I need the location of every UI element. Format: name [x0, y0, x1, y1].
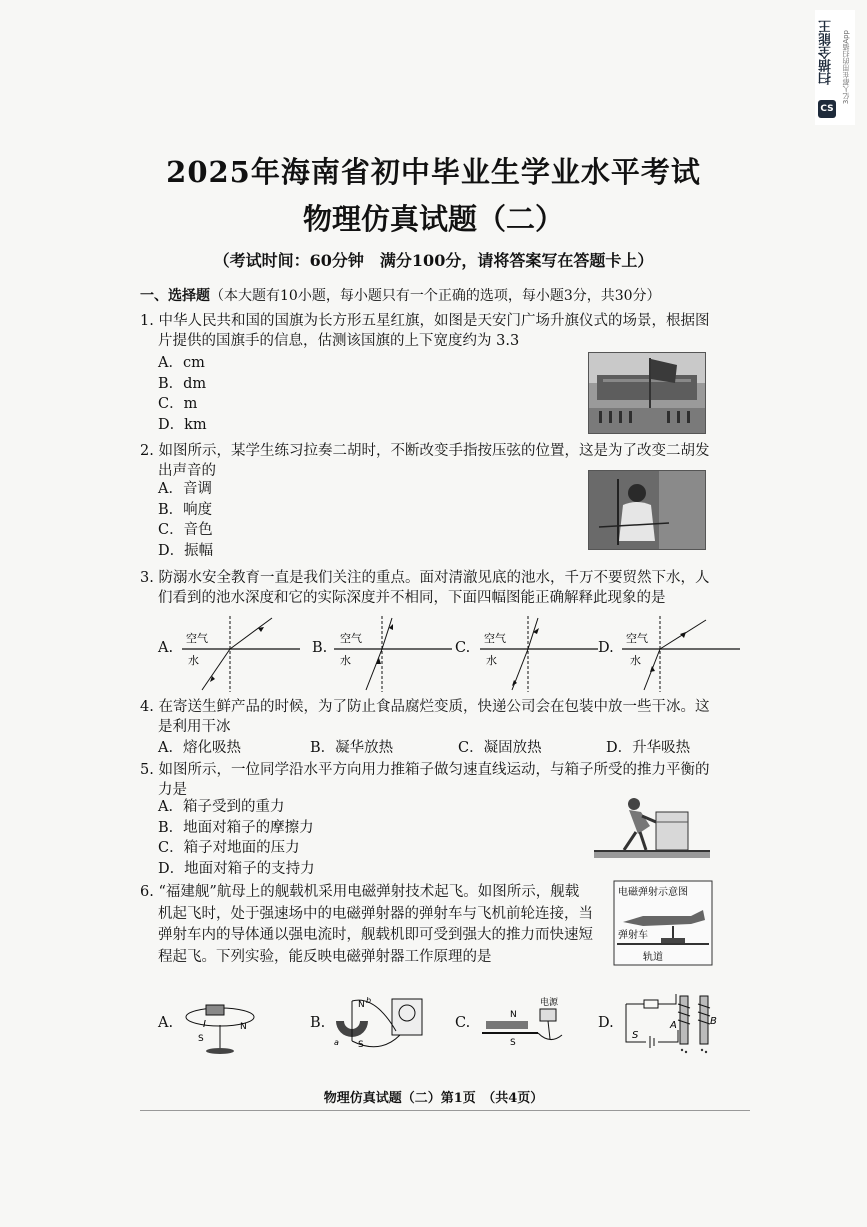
footer-divider — [140, 1110, 750, 1111]
q6d-b-label: B — [710, 1016, 717, 1027]
q6-option-c-label[interactable]: C. — [455, 1015, 471, 1031]
q3d-air-label: 空气 — [626, 632, 648, 645]
q3-option-b-label[interactable]: B. — [312, 640, 328, 656]
q6a-s-label: S — [198, 1034, 204, 1044]
scanner-slogan: 3亿人都在用的扫描App — [842, 30, 850, 105]
q6-option-a-label[interactable]: A. — [158, 1015, 174, 1031]
q2-option-d[interactable]: D．振幅 — [158, 542, 214, 559]
question-2-options — [158, 479, 213, 561]
q3c-air-label: 空气 — [484, 632, 506, 645]
q2-option-b[interactable]: B．响度 — [158, 501, 213, 518]
q3-diagram-d — [620, 614, 742, 694]
section-label: 一、选择题 — [140, 288, 210, 304]
q3a-air-label: 空气 — [186, 632, 208, 645]
em-catapult-figure — [613, 880, 713, 966]
q2-option-a[interactable]: A．音调 — [158, 481, 212, 497]
pushing-box-figure — [594, 792, 710, 860]
q3-diagram-a — [180, 614, 302, 694]
q5-option-a[interactable]: A．箱子受到的重力 — [158, 799, 285, 815]
q6c-power-label: 电源 — [540, 998, 559, 1008]
em-figure-cart-label: 弹射车 — [618, 930, 648, 941]
q3b-air-label: 空气 — [340, 632, 362, 645]
q3-option-c-label[interactable]: C. — [455, 640, 471, 656]
question-1-line-2: 片提供的国旗手的信息，估测该国旗的上下宽度约为 3.3 — [158, 333, 520, 349]
q1-option-d[interactable]: D．km — [158, 416, 207, 433]
em-figure-track-label: 轨道 — [643, 952, 663, 963]
question-5-line-2: 力是 — [158, 782, 187, 798]
q5-option-d[interactable]: D．地面对箱子的支持力 — [158, 860, 315, 877]
q6-diagram-a — [180, 995, 260, 1057]
q1-option-c[interactable]: C．m — [158, 396, 198, 412]
page-footer: 物理仿真试题（二）第1页 （共4页） — [323, 1091, 544, 1106]
q4-option-c[interactable]: C．凝固放热 — [458, 740, 542, 756]
q5-option-b[interactable]: B．地面对箱子的摩擦力 — [158, 819, 314, 836]
section-heading — [140, 285, 661, 305]
question-5-line-1: 5. 如图所示，一位同学沿水平方向用力推箱子做匀速直线运动，与箱子所受的推力平衡的 — [140, 762, 710, 778]
q3-option-d-label[interactable]: D. — [598, 640, 614, 656]
question-1-options — [158, 353, 207, 435]
question-4-line-2: 是利用干冰 — [158, 719, 231, 735]
question-4-stem — [140, 697, 709, 737]
question-6-line-1: 6. “福建舰”航母上的舰载机采用电磁弹射技术起飞。如图所示，舰载 — [140, 884, 580, 900]
q6-option-d-label[interactable]: D. — [598, 1015, 614, 1031]
q6d-s-label: S — [632, 1030, 639, 1041]
q6a-n-label: N — [240, 1022, 247, 1032]
q3d-water-label: 水 — [630, 654, 641, 667]
q3c-water-label: 水 — [486, 654, 497, 667]
q6-diagram-b — [330, 995, 440, 1057]
question-1-stem — [140, 311, 709, 351]
q3b-water-label: 水 — [340, 654, 351, 667]
question-6-line-4: 程起飞。下列实验，能反映电磁弹射器工作原理的是 — [158, 948, 492, 965]
q3a-water-label: 水 — [188, 654, 199, 667]
q1-option-a[interactable]: A．cm — [158, 355, 205, 371]
question-6-stem — [140, 882, 593, 968]
q6a-current-label: I — [203, 1019, 206, 1030]
q2-option-c[interactable]: C．音色 — [158, 522, 213, 538]
question-5-options — [158, 797, 315, 879]
question-6-line-3: 弹射车内的导体通以强电流时，舰载机即可受到强大的推力而快速短 — [158, 927, 593, 943]
q6-diagram-c — [478, 995, 578, 1057]
exam-title: 2025年海南省初中毕业生学业水平考试 — [166, 155, 701, 189]
q6b-n-label: N — [358, 1000, 365, 1010]
section-desc: （本大题有10小题，每小题只有一个正确的选项，每小题3分，共30分） — [210, 288, 661, 304]
q4-option-b[interactable]: B．凝华放热 — [310, 740, 394, 756]
question-2-line-2: 出声音的 — [158, 463, 216, 479]
question-4-line-1: 4. 在寄送生鲜产品的时候，为了防止食品腐烂变质，快递公司会在包装中放一些干冰。这 — [140, 699, 710, 715]
q3-diagram-c — [478, 614, 600, 694]
q6-option-b-label[interactable]: B. — [310, 1015, 326, 1031]
exam-subtitle: 物理仿真试题（二） — [302, 202, 564, 236]
q5-option-c[interactable]: C．箱子对地面的压力 — [158, 840, 300, 856]
q6b-b-label: b — [366, 996, 372, 1005]
question-1-line-1: 1. 中华人民共和国的国旗为长方形五星红旗，如图是天安门广场升旗仪式的场景，根据图 — [140, 313, 710, 329]
erhu-player-photo — [588, 470, 706, 550]
q4-option-a[interactable]: A．熔化吸热 — [158, 740, 241, 756]
q6d-a-label: A — [670, 1020, 677, 1031]
scanner-app-name: 扫描全能王 — [819, 20, 834, 85]
question-6-line-2: 机起飞时，处于强速场中的电磁弹射器的弹射车与飞机前轮连接，当 — [158, 905, 593, 922]
q6b-a-label: a — [334, 1038, 339, 1047]
q4-option-d[interactable]: D．升华吸热 — [606, 740, 691, 756]
question-2-line-1: 2. 如图所示，某学生练习拉奏二胡时，不断改变手指按压弦的位置，这是为了改变二胡发 — [140, 443, 710, 459]
question-3-line-1: 3. 防溺水安全教育一直是我们关注的重点。面对清澈见底的池水，千万不要贸然下水，人 — [140, 570, 710, 586]
scanner-logo-icon: CS — [818, 100, 836, 118]
q1-option-b[interactable]: B．dm — [158, 375, 207, 392]
q6c-n-label: N — [510, 1010, 517, 1020]
scanner-watermark — [815, 10, 855, 125]
q3-option-a-label[interactable]: A. — [158, 640, 174, 656]
question-3-line-2: 们看到的池水深度和它的实际深度并不相同，下面四幅图能正确解释此现象的是 — [158, 590, 666, 606]
flag-ceremony-photo — [588, 352, 706, 434]
question-3-stem — [140, 568, 709, 608]
q3-diagram-b — [332, 614, 454, 694]
q6c-s-label: S — [510, 1038, 516, 1048]
exam-info: （考试时间：60分钟 满分100分，请将答案写在答题卡上） — [213, 251, 654, 270]
em-figure-title: 电磁弹射示意图 — [618, 887, 688, 898]
q6-diagram-d — [618, 990, 718, 1060]
q6b-s-label: S — [358, 1040, 364, 1050]
